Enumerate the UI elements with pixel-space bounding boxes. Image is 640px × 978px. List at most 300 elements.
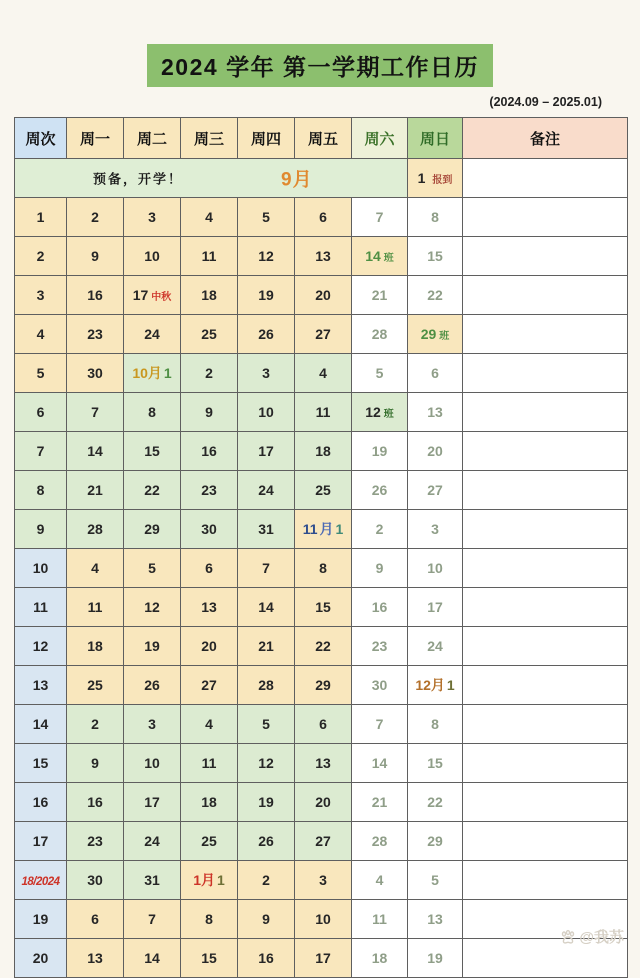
cell-text: 30 [87, 365, 103, 381]
note-cell [463, 393, 628, 432]
day-cell [67, 237, 124, 276]
cell-text: 6 [205, 560, 213, 576]
cell-text: 28 [87, 521, 103, 537]
week-number-cell [15, 939, 67, 978]
day-cell [124, 237, 181, 276]
week-number-cell [15, 315, 67, 354]
cell-text: 27 [315, 833, 331, 849]
day-cell [238, 939, 295, 978]
header-sunday: 周日 [408, 118, 463, 159]
cell-text: 28 [371, 833, 388, 849]
day-cell [238, 861, 295, 900]
day-cell [124, 861, 181, 900]
week-row [15, 861, 628, 900]
note-cell [463, 510, 628, 549]
cell-text: 4 [36, 326, 45, 342]
day-cell [352, 549, 408, 588]
day-cell [181, 861, 238, 900]
day-cell [67, 900, 124, 939]
cell-text: 16 [201, 443, 217, 459]
day-cell [352, 783, 408, 822]
header-week-number: 周次 [15, 118, 67, 159]
day-cell [295, 549, 352, 588]
day-cell [295, 432, 352, 471]
day-cell [67, 666, 124, 705]
cell-text: 24 [427, 638, 443, 654]
header-notes: 备注 [463, 118, 628, 159]
day-cell [238, 471, 295, 510]
day-cell [67, 510, 124, 549]
day-cell [408, 861, 463, 900]
day-cell [67, 705, 124, 744]
cell-text: 4 [91, 560, 99, 576]
day-cell [352, 432, 408, 471]
day-cell [352, 861, 408, 900]
header-saturday: 周六 [352, 118, 408, 159]
cell-text: 20 [427, 443, 443, 459]
day-cell [295, 276, 352, 315]
day-cell [352, 939, 408, 978]
cell-text: 11 [315, 404, 331, 420]
day-cell [181, 276, 238, 315]
week-row [15, 939, 628, 978]
week-number-cell [15, 354, 67, 393]
cell-text: 16 [87, 794, 103, 810]
note-cell [463, 159, 628, 198]
cell-text: 26 [371, 482, 388, 498]
cell-text: 10 [427, 560, 443, 576]
day-cell [67, 588, 124, 627]
day-cell [408, 276, 463, 315]
week-number-cell [15, 510, 67, 549]
day-cell [295, 315, 352, 354]
cell-text: 25 [201, 833, 217, 849]
cell-text: 12 [144, 599, 160, 615]
day-cell [352, 471, 408, 510]
day-cell [238, 354, 295, 393]
cell-text: 7 [36, 443, 45, 459]
cell-text: 11 [372, 911, 387, 927]
week-number-cell [15, 900, 67, 939]
day-cell [238, 900, 295, 939]
cell-text: 16 [32, 794, 49, 810]
cell-text: 班 [439, 331, 450, 342]
day-cell [124, 588, 181, 627]
cell-text: 29 [315, 677, 331, 693]
day-cell [124, 783, 181, 822]
cell-text: 19 [371, 443, 388, 459]
cell-text: 班 [383, 409, 394, 420]
cell-text: 18 [371, 950, 388, 966]
day-cell [181, 315, 238, 354]
day-cell [181, 939, 238, 978]
cell-text: 2 [36, 248, 45, 264]
day-cell [408, 627, 463, 666]
day-cell [67, 861, 124, 900]
cell-text: 9 [91, 755, 99, 771]
cell-text: 11 [87, 599, 103, 615]
week-number-cell [15, 549, 67, 588]
day-cell [352, 354, 408, 393]
cell-text: 19 [144, 638, 160, 654]
cell-text: 21 [87, 482, 103, 498]
day-cell [238, 393, 295, 432]
day-cell [408, 783, 463, 822]
day-cell [408, 198, 463, 237]
week-number-cell [15, 276, 67, 315]
week-number-cell [15, 198, 67, 237]
cell-text: 7 [262, 560, 270, 576]
cell-text: 10 [258, 404, 274, 420]
cell-text: 2 [91, 716, 99, 732]
cell-text: 1 [335, 521, 344, 537]
day-cell [295, 627, 352, 666]
cell-text: 23 [87, 326, 103, 342]
week-row [15, 744, 628, 783]
day-cell [67, 471, 124, 510]
cell-text: 28 [371, 326, 388, 342]
week-number-cell [15, 237, 67, 276]
day-cell [238, 276, 295, 315]
day-cell [124, 510, 181, 549]
cell-text: 13 [427, 911, 443, 927]
day-cell [408, 705, 463, 744]
day-cell [352, 627, 408, 666]
day-cell [352, 198, 408, 237]
semester-start-note: 预备，开学！ [93, 171, 184, 187]
cell-text: 5 [375, 365, 384, 381]
day-cell [238, 315, 295, 354]
week-row [15, 588, 628, 627]
cell-text: 14 [371, 755, 388, 771]
day-cell [181, 588, 238, 627]
cell-text: 1 [417, 170, 426, 186]
cell-text: 17 [315, 950, 331, 966]
day-cell [295, 588, 352, 627]
day-cell [124, 627, 181, 666]
cell-text: 9 [375, 560, 384, 576]
week-row [15, 627, 628, 666]
day-cell [408, 393, 463, 432]
cell-text: 29 [427, 833, 443, 849]
note-cell [463, 276, 628, 315]
week-row [15, 276, 628, 315]
note-cell [463, 705, 628, 744]
cell-text: 10月 [132, 365, 162, 381]
day-cell [352, 588, 408, 627]
cell-text: 1 [163, 365, 172, 381]
cell-text: 24 [144, 833, 160, 849]
cell-text: 10 [144, 755, 160, 771]
cell-text: 4 [319, 365, 327, 381]
note-cell [463, 198, 628, 237]
cell-text: 23 [201, 482, 217, 498]
day-cell [181, 198, 238, 237]
day-cell [124, 471, 181, 510]
day-cell [124, 315, 181, 354]
cell-text: 14 [258, 599, 274, 615]
day-cell [408, 471, 463, 510]
september-first-sunday-cell [408, 159, 463, 198]
header-monday: 周一 [67, 118, 124, 159]
header-friday: 周五 [295, 118, 352, 159]
cell-text: 8 [319, 560, 327, 576]
cell-text: 12月 [415, 677, 445, 693]
paw-icon [560, 929, 576, 945]
cell-text: 19 [258, 794, 274, 810]
day-cell [124, 900, 181, 939]
watermark [560, 926, 624, 947]
day-cell [124, 549, 181, 588]
day-cell [238, 198, 295, 237]
cell-text: 30 [371, 677, 388, 693]
cell-text: 4 [205, 716, 213, 732]
cell-text: 5 [431, 872, 439, 888]
day-cell [352, 510, 408, 549]
day-cell [67, 393, 124, 432]
day-cell [295, 939, 352, 978]
week-number-cell [15, 705, 67, 744]
cell-text: 6 [91, 911, 99, 927]
note-cell [463, 315, 628, 354]
day-cell [408, 822, 463, 861]
day-cell [67, 822, 124, 861]
cell-text: 27 [201, 677, 217, 693]
day-cell [124, 822, 181, 861]
day-cell [67, 939, 124, 978]
cell-text: 17 [427, 599, 443, 615]
cell-text: 30 [201, 521, 217, 537]
note-cell [463, 822, 628, 861]
day-cell [352, 315, 408, 354]
day-cell [238, 666, 295, 705]
cell-text: 22 [144, 482, 160, 498]
cell-text: 17 [32, 833, 49, 849]
day-cell [67, 744, 124, 783]
cell-text: 27 [315, 326, 331, 342]
cell-text: 25 [315, 482, 331, 498]
cell-text: 14 [144, 950, 160, 966]
day-cell [408, 237, 463, 276]
cell-text: 13 [315, 755, 331, 771]
cell-text: 2 [205, 365, 213, 381]
cell-text: 22 [427, 794, 443, 810]
cell-text: 2 [91, 209, 99, 225]
week-number-cell [15, 588, 67, 627]
cell-text: 21 [371, 794, 388, 810]
cell-text: 14 [32, 716, 49, 732]
cell-text: 11 [201, 755, 217, 771]
cell-text: 14 [365, 248, 381, 264]
day-cell [408, 354, 463, 393]
cell-text: 29 [144, 521, 160, 537]
week-row [15, 783, 628, 822]
cell-text: 7 [375, 209, 384, 225]
september-month-label: 9月 [281, 169, 313, 191]
cell-text: 3 [148, 716, 156, 732]
day-cell [295, 393, 352, 432]
cell-text: 13 [315, 248, 331, 264]
cell-text: 20 [201, 638, 217, 654]
day-cell [408, 588, 463, 627]
cell-text: 18 [315, 443, 331, 459]
day-cell [408, 315, 463, 354]
week-row [15, 510, 628, 549]
cell-text: 30 [87, 872, 103, 888]
cell-text: 10 [144, 248, 160, 264]
note-cell [463, 666, 628, 705]
cell-text: 8 [205, 911, 213, 927]
cell-text: 15 [315, 599, 331, 615]
cell-text: 23 [87, 833, 103, 849]
title-bar [0, 0, 640, 87]
day-cell [181, 705, 238, 744]
note-cell [463, 627, 628, 666]
cell-text: 9 [91, 248, 99, 264]
week-number-cell [15, 432, 67, 471]
cell-text: 10 [315, 911, 331, 927]
cell-text: 31 [258, 521, 274, 537]
day-cell [352, 705, 408, 744]
cell-text: 19 [258, 287, 274, 303]
day-cell [67, 627, 124, 666]
cell-text: 12 [32, 638, 49, 654]
day-cell [124, 276, 181, 315]
week-row [15, 237, 628, 276]
day-cell [67, 276, 124, 315]
day-cell [295, 900, 352, 939]
week-number-cell [15, 627, 67, 666]
day-cell [67, 315, 124, 354]
cell-text: 26 [144, 677, 160, 693]
cell-text: 17 [258, 443, 274, 459]
cell-text: 班 [383, 253, 394, 264]
cell-text: 20 [315, 287, 331, 303]
cell-text: 13 [87, 950, 103, 966]
cell-text: 5 [148, 560, 156, 576]
cell-text: 21 [258, 638, 274, 654]
day-cell [181, 666, 238, 705]
day-cell [124, 666, 181, 705]
cell-text: 13 [32, 677, 49, 693]
day-cell [238, 627, 295, 666]
week-number-cell [15, 744, 67, 783]
week-row [15, 354, 628, 393]
cell-text: 9 [205, 404, 213, 420]
note-cell [463, 432, 628, 471]
cell-text: 9 [36, 521, 45, 537]
cell-text: 8 [36, 482, 45, 498]
cell-text: 7 [91, 404, 99, 420]
september-banner-cell [15, 159, 408, 198]
week-row [15, 549, 628, 588]
calendar-table [14, 117, 628, 978]
cell-text: 15 [427, 248, 443, 264]
week-number-cell [15, 393, 67, 432]
cell-text: 27 [427, 482, 443, 498]
day-cell [181, 354, 238, 393]
day-cell [238, 783, 295, 822]
header-thursday: 周四 [238, 118, 295, 159]
day-cell [352, 393, 408, 432]
cell-text: 20 [315, 794, 331, 810]
cell-text: 24 [258, 482, 274, 498]
day-cell [181, 471, 238, 510]
day-cell [295, 354, 352, 393]
day-cell [352, 822, 408, 861]
cell-text: 18/2024 [21, 876, 60, 888]
cell-text: 20 [32, 950, 49, 966]
day-cell [352, 237, 408, 276]
cell-text: 16 [371, 599, 388, 615]
week-number-cell [15, 471, 67, 510]
cell-text: 8 [431, 716, 439, 732]
note-cell [463, 588, 628, 627]
day-cell [295, 861, 352, 900]
cell-text: 3 [319, 872, 327, 888]
header-row [15, 118, 628, 159]
cell-text: 12 [365, 404, 381, 420]
day-cell [295, 822, 352, 861]
cell-text: 15 [427, 755, 443, 771]
week-row [15, 432, 628, 471]
cell-text: 12 [258, 755, 274, 771]
day-cell [67, 549, 124, 588]
note-cell [463, 549, 628, 588]
day-cell [181, 900, 238, 939]
week-number-cell [15, 822, 67, 861]
day-cell [408, 510, 463, 549]
cell-text: 28 [258, 677, 274, 693]
day-cell [352, 744, 408, 783]
cell-text: 1月 [193, 872, 215, 888]
cell-text: 4 [205, 209, 213, 225]
cell-text: 8 [148, 404, 156, 420]
week-row [15, 393, 628, 432]
week-row [15, 666, 628, 705]
cell-text: 3 [262, 365, 270, 381]
note-cell [463, 744, 628, 783]
cell-text: 7 [375, 716, 384, 732]
week-row [15, 198, 628, 237]
cell-text: 10 [32, 560, 49, 576]
cell-text: 6 [319, 716, 327, 732]
date-range: (2024.09 – 2025.01) [489, 95, 602, 109]
cell-text: 5 [262, 209, 270, 225]
note-cell [463, 471, 628, 510]
day-cell [238, 549, 295, 588]
day-cell [124, 705, 181, 744]
cell-text: 2 [262, 872, 270, 888]
cell-text: 2 [375, 521, 384, 537]
day-cell [295, 666, 352, 705]
week-row [15, 822, 628, 861]
week-row [15, 315, 628, 354]
day-cell [408, 900, 463, 939]
cell-text: 31 [144, 872, 160, 888]
watermark-text: @我苏 [579, 929, 624, 946]
day-cell [352, 666, 408, 705]
cell-text: 11 [302, 521, 318, 537]
cell-text: 3 [36, 287, 45, 303]
cell-text: 3 [431, 521, 439, 537]
day-cell [181, 510, 238, 549]
day-cell [408, 744, 463, 783]
day-cell [181, 822, 238, 861]
cell-text: 16 [258, 950, 274, 966]
cell-text: 6 [431, 365, 439, 381]
cell-text: 6 [319, 209, 327, 225]
